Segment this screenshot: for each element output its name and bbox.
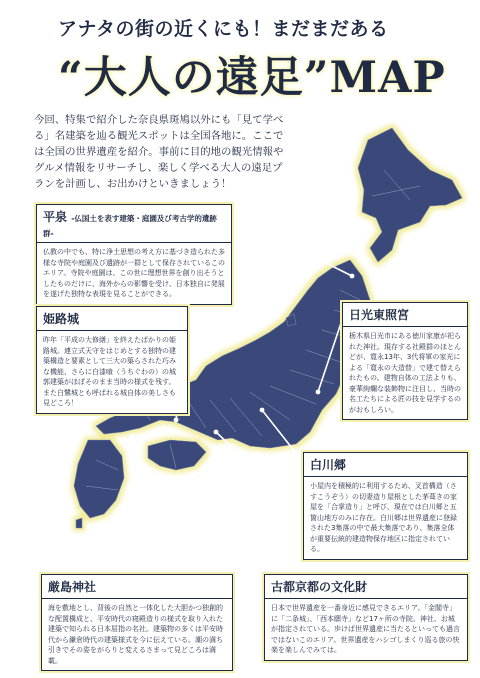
site-description: 仏教の中でも、特に浄土思想の考え方に基づき造られた多様な寺院や庭園及び遺跡が一群として保存されているこのエリア。寺院や庭園は、この世に理想世界を創り出そうとしたものだけに、海外からの影響を受け、日本独自に発展を遂げた独特な表現を見ることができる。 [43, 248, 225, 298]
site-title: 厳島神社 [42, 575, 232, 599]
kyushu [74, 440, 124, 518]
site-description: 小屋内を積極的に利用するため、叉首構造（さすこうぞう）の切妻造り屋根とした茅葺きの家屋を「合掌造り」と呼び、現在では白川郷と五箇山地方のみに存在。白川郷は世界遺産に登録された3集落の中で最大集落であり、集落全体が重要伝統的建造物保存地区に指定されている。 [310, 482, 457, 553]
site-box-himeji [36, 306, 188, 414]
site-title: 日光東照宮 [343, 303, 467, 327]
site-description: 栃木県日光市にある徳川家康が祀られた神社。現存する社殿群のほとんどが、寛永13年、3代将軍の家光による「寛永の大造替」で建て替えられたもの。建物自体の工法よりも、豪華絢爛な装飾物に注目し、当時の名工たちによる匠の技を見学するのがおもしろい。 [349, 332, 461, 414]
hokkaido [358, 128, 462, 262]
site-subtitle: -仏国土を表す建築・庭園及び考古学的遺跡群- [43, 214, 217, 238]
site-description: 海を敷地とし、背後の自然と一体化した大胆かつ独創的な配置構成と、平安時代の寝殿造りの様式を取り入れた建築で知られる日本屈指の名社。建築物の多くは平安時代から鎌倉時代の建築様式を今に伝えている。潮の満ち引きでその姿をがらりと変えるさまって見どころは満載。 [48, 604, 223, 665]
site-box-shirakawa [303, 452, 468, 560]
site-description: 日本で世界遺産を一番身近に感見できるエリア。「金閣寺」に「二条城」、「西本願寺」など17ヶ所の寺院、神社、お城が指定されている。歩けば世界遺産に当たるといっても過言ではないこのエリア。世界遺産をハシゴしまくり巡る旅の快楽を楽しんでみては。 [271, 604, 460, 654]
site-title: 白川郷 [304, 453, 467, 477]
site-box-itsukushima [41, 574, 233, 671]
headline-title: “大人の遠足”MAP [58, 53, 446, 103]
site-box-kyoto [264, 574, 468, 661]
intro-text: 今回、特集で紹介した奈良県斑鳩以外にも「見て学べる」名建築を辿る観光スポットは全国各地に。ここでは全国の世界遺産を紹介。事前に目的地の観光情報やグルメ情報をリサーチし、楽しく学べる大人の遠足プランを計画し、お出かけといきましょう！ [34, 114, 284, 190]
site-box-hiraizumi [36, 204, 232, 305]
site-description: 昨年「平成の大修繕」を終えたばかりの姫路城。連立式天守をはじめとする独特の建築構造と要素として三大の築らされた巧みな機能、さらに白漆喰（うちぐわの）の城郭建築がほぼそのまま当時の様式を残す。また白鷺城とも呼ばれる城自体の美しさも見どころ！ [43, 336, 176, 407]
site-title: 平泉 -仏国土を表す建築・庭園及び考古学的遺跡群- [37, 205, 231, 243]
headline-subtitle: アナタの街の近くにも！まだまだある [58, 18, 389, 40]
site-title: 姫路城 [37, 307, 187, 331]
shikoku [148, 440, 206, 470]
site-title: 古都京都の文化財 [265, 575, 467, 599]
site-box-nikko [342, 302, 468, 420]
